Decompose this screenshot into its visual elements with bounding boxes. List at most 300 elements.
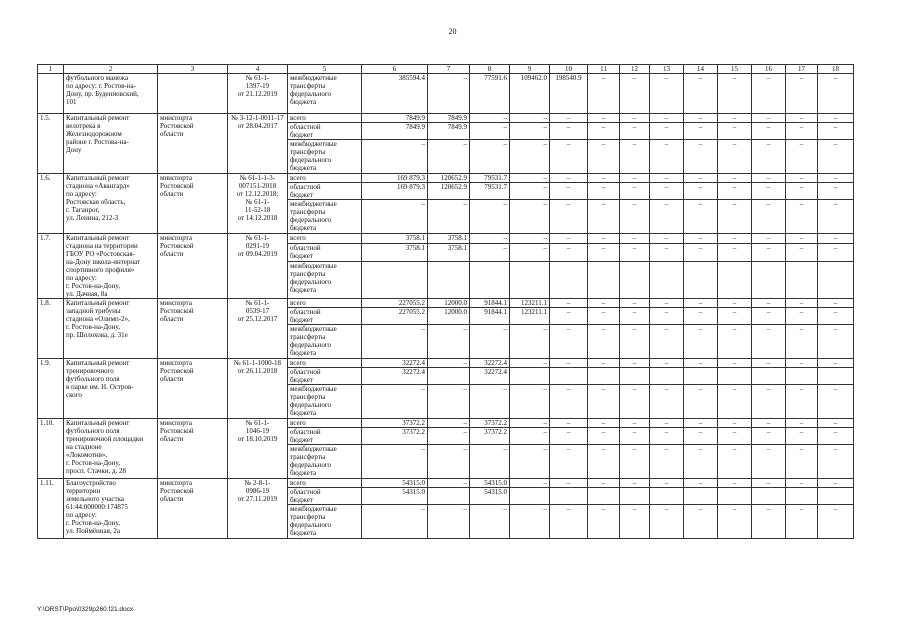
amount-cell: – (818, 299, 854, 308)
amount-cell: – (718, 200, 752, 234)
amount-cell (428, 262, 470, 299)
amount-cell: – (550, 234, 588, 244)
column-number: 4 (228, 65, 288, 74)
amount-cell: – (818, 325, 854, 359)
row-number: 1.7. (38, 234, 64, 299)
amount-cell: 54315.0 (470, 488, 510, 505)
amount-cell: – (510, 123, 550, 140)
amount-cell: – (718, 299, 752, 308)
amount-cell: – (752, 234, 786, 244)
column-number: 8 (470, 65, 510, 74)
amount-cell: – (510, 419, 550, 428)
amount-cell: – (550, 123, 588, 140)
amount-cell: 12000.0 (428, 308, 470, 325)
amount-cell: – (718, 74, 752, 114)
amount-cell: – (650, 325, 684, 359)
amount-cell (550, 368, 588, 385)
amount-cell: 91844.1 (470, 299, 510, 308)
amount-cell: 77591.6 (470, 74, 510, 114)
amount-cell (718, 488, 752, 505)
amount-cell: – (510, 479, 550, 488)
amount-cell: – (588, 140, 620, 174)
amount-cell: – (362, 385, 428, 419)
amount-cell: – (588, 325, 620, 359)
amount-cell: – (362, 505, 428, 539)
responsible-org (158, 74, 228, 114)
amount-cell (818, 488, 854, 505)
amount-cell: 91844.1 (470, 308, 510, 325)
amount-cell (684, 262, 718, 299)
amount-cell (818, 368, 854, 385)
amount-cell: – (684, 385, 718, 419)
amount-cell (786, 368, 818, 385)
funding-source: межбюджетные трансферты федерального бюджета (288, 325, 362, 359)
amount-cell: – (818, 479, 854, 488)
amount-cell: 7849.9 (428, 114, 470, 123)
amount-cell: – (786, 234, 818, 244)
amount-cell: – (684, 419, 718, 428)
amount-cell: – (650, 505, 684, 539)
amount-cell: – (718, 234, 752, 244)
amount-cell: – (718, 123, 752, 140)
amount-cell: 79531.7 (470, 183, 510, 200)
amount-cell: – (684, 299, 718, 308)
amount-cell (550, 262, 588, 299)
amount-cell: – (650, 385, 684, 419)
amount-cell: – (650, 140, 684, 174)
amount-cell (470, 262, 510, 299)
amount-cell: – (718, 419, 752, 428)
amount-cell (588, 262, 620, 299)
amount-cell: 37372.2 (362, 419, 428, 428)
funding-source: областной бюджет (288, 183, 362, 200)
amount-cell (650, 488, 684, 505)
amount-cell: – (752, 183, 786, 200)
amount-cell: – (684, 243, 718, 261)
amount-cell: – (620, 445, 650, 479)
amount-cell (718, 262, 752, 299)
amount-cell (752, 368, 786, 385)
column-number: 6 (362, 65, 428, 74)
amount-cell: – (818, 174, 854, 183)
program-table (37, 64, 854, 539)
column-number: 18 (818, 65, 854, 74)
amount-cell: – (620, 419, 650, 428)
amount-cell: – (786, 359, 818, 368)
amount-cell: – (752, 243, 786, 261)
amount-cell: – (620, 183, 650, 200)
amount-cell: 37372.2 (362, 428, 428, 445)
amount-cell: – (620, 385, 650, 419)
amount-cell: 3758.1 (428, 243, 470, 261)
amount-cell: – (588, 479, 620, 488)
table-row (38, 234, 854, 244)
amount-cell: – (650, 200, 684, 234)
amount-cell: – (650, 174, 684, 183)
column-number: 1 (38, 65, 64, 74)
expertise-doc: № 3-12-1-0011-17 от 28.04.2017 (228, 114, 288, 174)
amount-cell: – (718, 385, 752, 419)
amount-cell: 169 879.3 (362, 174, 428, 183)
amount-cell: – (650, 445, 684, 479)
amount-cell: – (362, 140, 428, 174)
row-number: 1.5. (38, 114, 64, 174)
amount-cell: – (684, 183, 718, 200)
expertise-doc: № 61-1- 1046-19 от 18.10.2019 (228, 419, 288, 479)
amount-cell: – (470, 505, 510, 539)
amount-cell: – (470, 385, 510, 419)
funding-source: всего (288, 234, 362, 244)
amount-cell: – (818, 308, 854, 325)
row-number: 1.10. (38, 419, 64, 479)
amount-cell: – (650, 299, 684, 308)
amount-cell: – (470, 123, 510, 140)
row-number: 1.8. (38, 299, 64, 359)
amount-cell: – (718, 140, 752, 174)
amount-cell: – (510, 243, 550, 261)
amount-cell: – (684, 505, 718, 539)
amount-cell: – (684, 234, 718, 244)
table-row (38, 74, 854, 114)
amount-cell: 120652.9 (428, 183, 470, 200)
amount-cell: – (650, 479, 684, 488)
amount-cell: – (718, 428, 752, 445)
funding-source: межбюджетные трансферты федерального бюджета (288, 74, 362, 114)
amount-cell: – (510, 174, 550, 183)
amount-cell: – (786, 174, 818, 183)
amount-cell: 37372.2 (470, 428, 510, 445)
amount-cell: – (510, 445, 550, 479)
amount-cell: – (428, 419, 470, 428)
amount-cell: – (786, 243, 818, 261)
amount-cell: 37372.2 (470, 419, 510, 428)
amount-cell: – (588, 234, 620, 244)
amount-cell: – (510, 505, 550, 539)
row-number: 1.6. (38, 174, 64, 234)
amount-cell: – (718, 479, 752, 488)
funding-source: областной бюджет (288, 308, 362, 325)
table-row (38, 299, 854, 308)
amount-cell (428, 488, 470, 505)
amount-cell: 7849.9 (362, 123, 428, 140)
amount-cell: – (510, 140, 550, 174)
funding-source: областной бюджет (288, 243, 362, 261)
amount-cell: – (818, 234, 854, 244)
amount-cell: – (510, 183, 550, 200)
amount-cell: – (786, 200, 818, 234)
expertise-doc: № 61-1-1-3- 007151-2018 от 12.12.2018; № 61-1- 11-52-18 от 14.12.2018 (228, 174, 288, 234)
amount-cell: – (470, 234, 510, 244)
funding-source: межбюджетные трансферты федерального бюджета (288, 262, 362, 299)
responsible-org: минспорта Ростовской области (158, 419, 228, 479)
amount-cell: – (818, 445, 854, 479)
file-path-footer: Y:\ORST\Ppo\0329p260.f21.docx (37, 606, 134, 613)
column-number: 10 (550, 65, 588, 74)
row-number: 1.9. (38, 359, 64, 419)
amount-cell: – (620, 114, 650, 123)
table-row (38, 479, 854, 488)
amount-cell: – (818, 114, 854, 123)
amount-cell: – (470, 243, 510, 261)
amount-cell: – (510, 234, 550, 244)
amount-cell: 123211.1 (510, 299, 550, 308)
funding-source: межбюджетные трансферты федерального бюджета (288, 385, 362, 419)
amount-cell: – (620, 299, 650, 308)
amount-cell: 7849.9 (428, 123, 470, 140)
amount-cell (620, 488, 650, 505)
funding-source: межбюджетные трансферты федерального бюджета (288, 505, 362, 539)
amount-cell: – (588, 428, 620, 445)
amount-cell: – (818, 74, 854, 114)
amount-cell (620, 262, 650, 299)
column-number: 17 (786, 65, 818, 74)
amount-cell: – (818, 123, 854, 140)
object-name: Капитальный ремонт велотрека в Железнодорожном районе г. Ростова-на- Дону (64, 114, 158, 174)
amount-cell: – (588, 359, 620, 368)
amount-cell: 32272.4 (470, 359, 510, 368)
amount-cell (786, 262, 818, 299)
page-number: 20 (448, 27, 457, 36)
amount-cell: 3758.1 (362, 234, 428, 244)
amount-cell (588, 368, 620, 385)
amount-cell: – (470, 200, 510, 234)
amount-cell: – (752, 505, 786, 539)
amount-cell: – (620, 325, 650, 359)
amount-cell (510, 262, 550, 299)
amount-cell: – (752, 200, 786, 234)
responsible-org: минспорта Ростовской области (158, 299, 228, 359)
funding-source: всего (288, 174, 362, 183)
amount-cell (510, 368, 550, 385)
amount-cell: – (550, 385, 588, 419)
amount-cell: – (650, 123, 684, 140)
amount-cell: – (510, 200, 550, 234)
amount-cell: 54315.0 (362, 488, 428, 505)
amount-cell: – (684, 114, 718, 123)
funding-source: всего (288, 479, 362, 488)
expertise-doc: № 61-1-1000-18 от 26.11.2018 (228, 359, 288, 419)
expertise-doc: № 61-1- 0291-19 от 09.04.2019 (228, 234, 288, 299)
amount-cell (684, 368, 718, 385)
amount-cell: – (550, 200, 588, 234)
amount-cell: – (550, 505, 588, 539)
amount-cell: – (650, 308, 684, 325)
amount-cell: – (786, 183, 818, 200)
amount-cell: – (818, 359, 854, 368)
amount-cell: – (786, 505, 818, 539)
amount-cell: – (684, 325, 718, 359)
amount-cell: – (718, 243, 752, 261)
amount-cell: – (362, 325, 428, 359)
amount-cell: – (650, 419, 684, 428)
amount-cell: – (718, 359, 752, 368)
amount-cell: – (718, 505, 752, 539)
amount-cell: – (620, 123, 650, 140)
amount-cell: – (470, 140, 510, 174)
responsible-org: минспорта Ростовской области (158, 114, 228, 174)
amount-cell (718, 368, 752, 385)
amount-cell: – (718, 114, 752, 123)
amount-cell: – (650, 428, 684, 445)
amount-cell: – (588, 505, 620, 539)
amount-cell (428, 368, 470, 385)
funding-source: межбюджетные трансферты федерального бюджета (288, 140, 362, 174)
amount-cell: – (620, 479, 650, 488)
table-row (38, 359, 854, 368)
amount-cell (620, 368, 650, 385)
column-number: 9 (510, 65, 550, 74)
amount-cell: – (752, 445, 786, 479)
amount-cell: – (752, 479, 786, 488)
amount-cell: – (684, 308, 718, 325)
amount-cell: 32272.4 (362, 359, 428, 368)
funding-source: всего (288, 114, 362, 123)
amount-cell: – (650, 243, 684, 261)
amount-cell: – (428, 385, 470, 419)
amount-cell: – (752, 123, 786, 140)
amount-cell: – (718, 445, 752, 479)
amount-cell (650, 368, 684, 385)
expertise-doc: № 2-8-1- 0986-19 от 27.11.2019 (228, 479, 288, 539)
funding-source: областной бюджет (288, 368, 362, 385)
object-name: Капитальный ремонт стадиона «Авангард» по адресу: Ростовская область, г. Таганрог, ул. Ленина, 212-3 (64, 174, 158, 234)
amount-cell: – (588, 243, 620, 261)
amount-cell: – (362, 200, 428, 234)
amount-cell: – (550, 140, 588, 174)
amount-cell: – (470, 445, 510, 479)
amount-cell: – (786, 74, 818, 114)
amount-cell: – (588, 114, 620, 123)
object-name: Капитальный ремонт тренировочного футбольного поля в парке им. Н. Остров- ского (64, 359, 158, 419)
amount-cell: – (650, 234, 684, 244)
amount-cell: – (684, 445, 718, 479)
amount-cell: – (550, 243, 588, 261)
amount-cell (362, 262, 428, 299)
amount-cell: – (470, 325, 510, 359)
amount-cell: – (818, 505, 854, 539)
object-name: Капитальный ремонт западной трибуны стадиона «Олимп-2», г. Ростов-на-Дону, пр. Шолохова, д. 31е (64, 299, 158, 359)
amount-cell: – (588, 419, 620, 428)
funding-source: всего (288, 359, 362, 368)
amount-cell: – (550, 419, 588, 428)
column-number: 16 (752, 65, 786, 74)
amount-cell (684, 488, 718, 505)
amount-cell: – (752, 140, 786, 174)
amount-cell: – (550, 308, 588, 325)
amount-cell: – (684, 479, 718, 488)
object-name: футбольного манежа по адресу: г. Ростов-на- Дону, пр. Буденновский, 101 (64, 74, 158, 114)
amount-cell: – (620, 505, 650, 539)
amount-cell: – (818, 428, 854, 445)
amount-cell: – (650, 183, 684, 200)
amount-cell: – (550, 299, 588, 308)
column-number: 11 (588, 65, 620, 74)
amount-cell: – (620, 200, 650, 234)
amount-cell: – (510, 114, 550, 123)
column-number: 15 (718, 65, 752, 74)
amount-cell: – (550, 325, 588, 359)
object-name: Капитальный ремонт футбольного поля тренировочной площадки на стадионе «Локомотив», г. Ростов-на-Дону, просп. Стачки, д. 28 (64, 419, 158, 479)
amount-cell: – (428, 325, 470, 359)
amount-cell: – (588, 200, 620, 234)
amount-cell: – (752, 325, 786, 359)
column-number: 3 (158, 65, 228, 74)
amount-cell: – (620, 308, 650, 325)
amount-cell: 227055.2 (362, 308, 428, 325)
amount-cell: – (620, 243, 650, 261)
amount-cell: 198540.9 (550, 74, 588, 114)
amount-cell: – (818, 385, 854, 419)
amount-cell: – (510, 325, 550, 359)
column-number: 5 (288, 65, 362, 74)
amount-cell: – (818, 243, 854, 261)
amount-cell: – (752, 174, 786, 183)
funding-source: областной бюджет (288, 123, 362, 140)
amount-cell: 385594.4 (362, 74, 428, 114)
amount-cell: – (684, 174, 718, 183)
amount-cell: – (428, 505, 470, 539)
amount-cell: – (620, 428, 650, 445)
column-number: 7 (428, 65, 470, 74)
amount-cell (818, 262, 854, 299)
amount-cell: – (718, 183, 752, 200)
amount-cell: 123211.1 (510, 308, 550, 325)
amount-cell: – (684, 123, 718, 140)
funding-source: всего (288, 299, 362, 308)
amount-cell: – (428, 428, 470, 445)
amount-cell: – (752, 419, 786, 428)
table-row (38, 114, 854, 123)
amount-cell: – (684, 200, 718, 234)
amount-cell: – (718, 325, 752, 359)
amount-cell: – (786, 114, 818, 123)
amount-cell: – (684, 428, 718, 445)
amount-cell: – (588, 183, 620, 200)
amount-cell: – (752, 299, 786, 308)
amount-cell: 169 879.3 (362, 183, 428, 200)
amount-cell: – (786, 428, 818, 445)
amount-cell: – (684, 74, 718, 114)
amount-cell: 109462.0 (510, 74, 550, 114)
amount-cell: 227055.2 (362, 299, 428, 308)
amount-cell: – (786, 479, 818, 488)
amount-cell: 3758.1 (362, 243, 428, 261)
amount-cell: – (786, 419, 818, 428)
amount-cell: – (588, 299, 620, 308)
amount-cell (650, 262, 684, 299)
amount-cell: – (428, 74, 470, 114)
amount-cell: – (510, 428, 550, 445)
column-number-row (38, 65, 854, 74)
amount-cell: – (428, 445, 470, 479)
amount-cell: – (818, 419, 854, 428)
amount-cell (510, 488, 550, 505)
amount-cell: – (650, 74, 684, 114)
amount-cell: 3758.1 (428, 234, 470, 244)
funding-source: всего (288, 419, 362, 428)
amount-cell: – (650, 359, 684, 368)
amount-cell: – (786, 325, 818, 359)
amount-cell: – (588, 74, 620, 114)
amount-cell: – (428, 359, 470, 368)
column-number: 13 (650, 65, 684, 74)
amount-cell: – (752, 74, 786, 114)
responsible-org: минспорта Ростовской области (158, 479, 228, 539)
funding-source: межбюджетные трансферты федерального бюджета (288, 200, 362, 234)
amount-cell: – (786, 308, 818, 325)
amount-cell: – (588, 174, 620, 183)
amount-cell: – (550, 359, 588, 368)
